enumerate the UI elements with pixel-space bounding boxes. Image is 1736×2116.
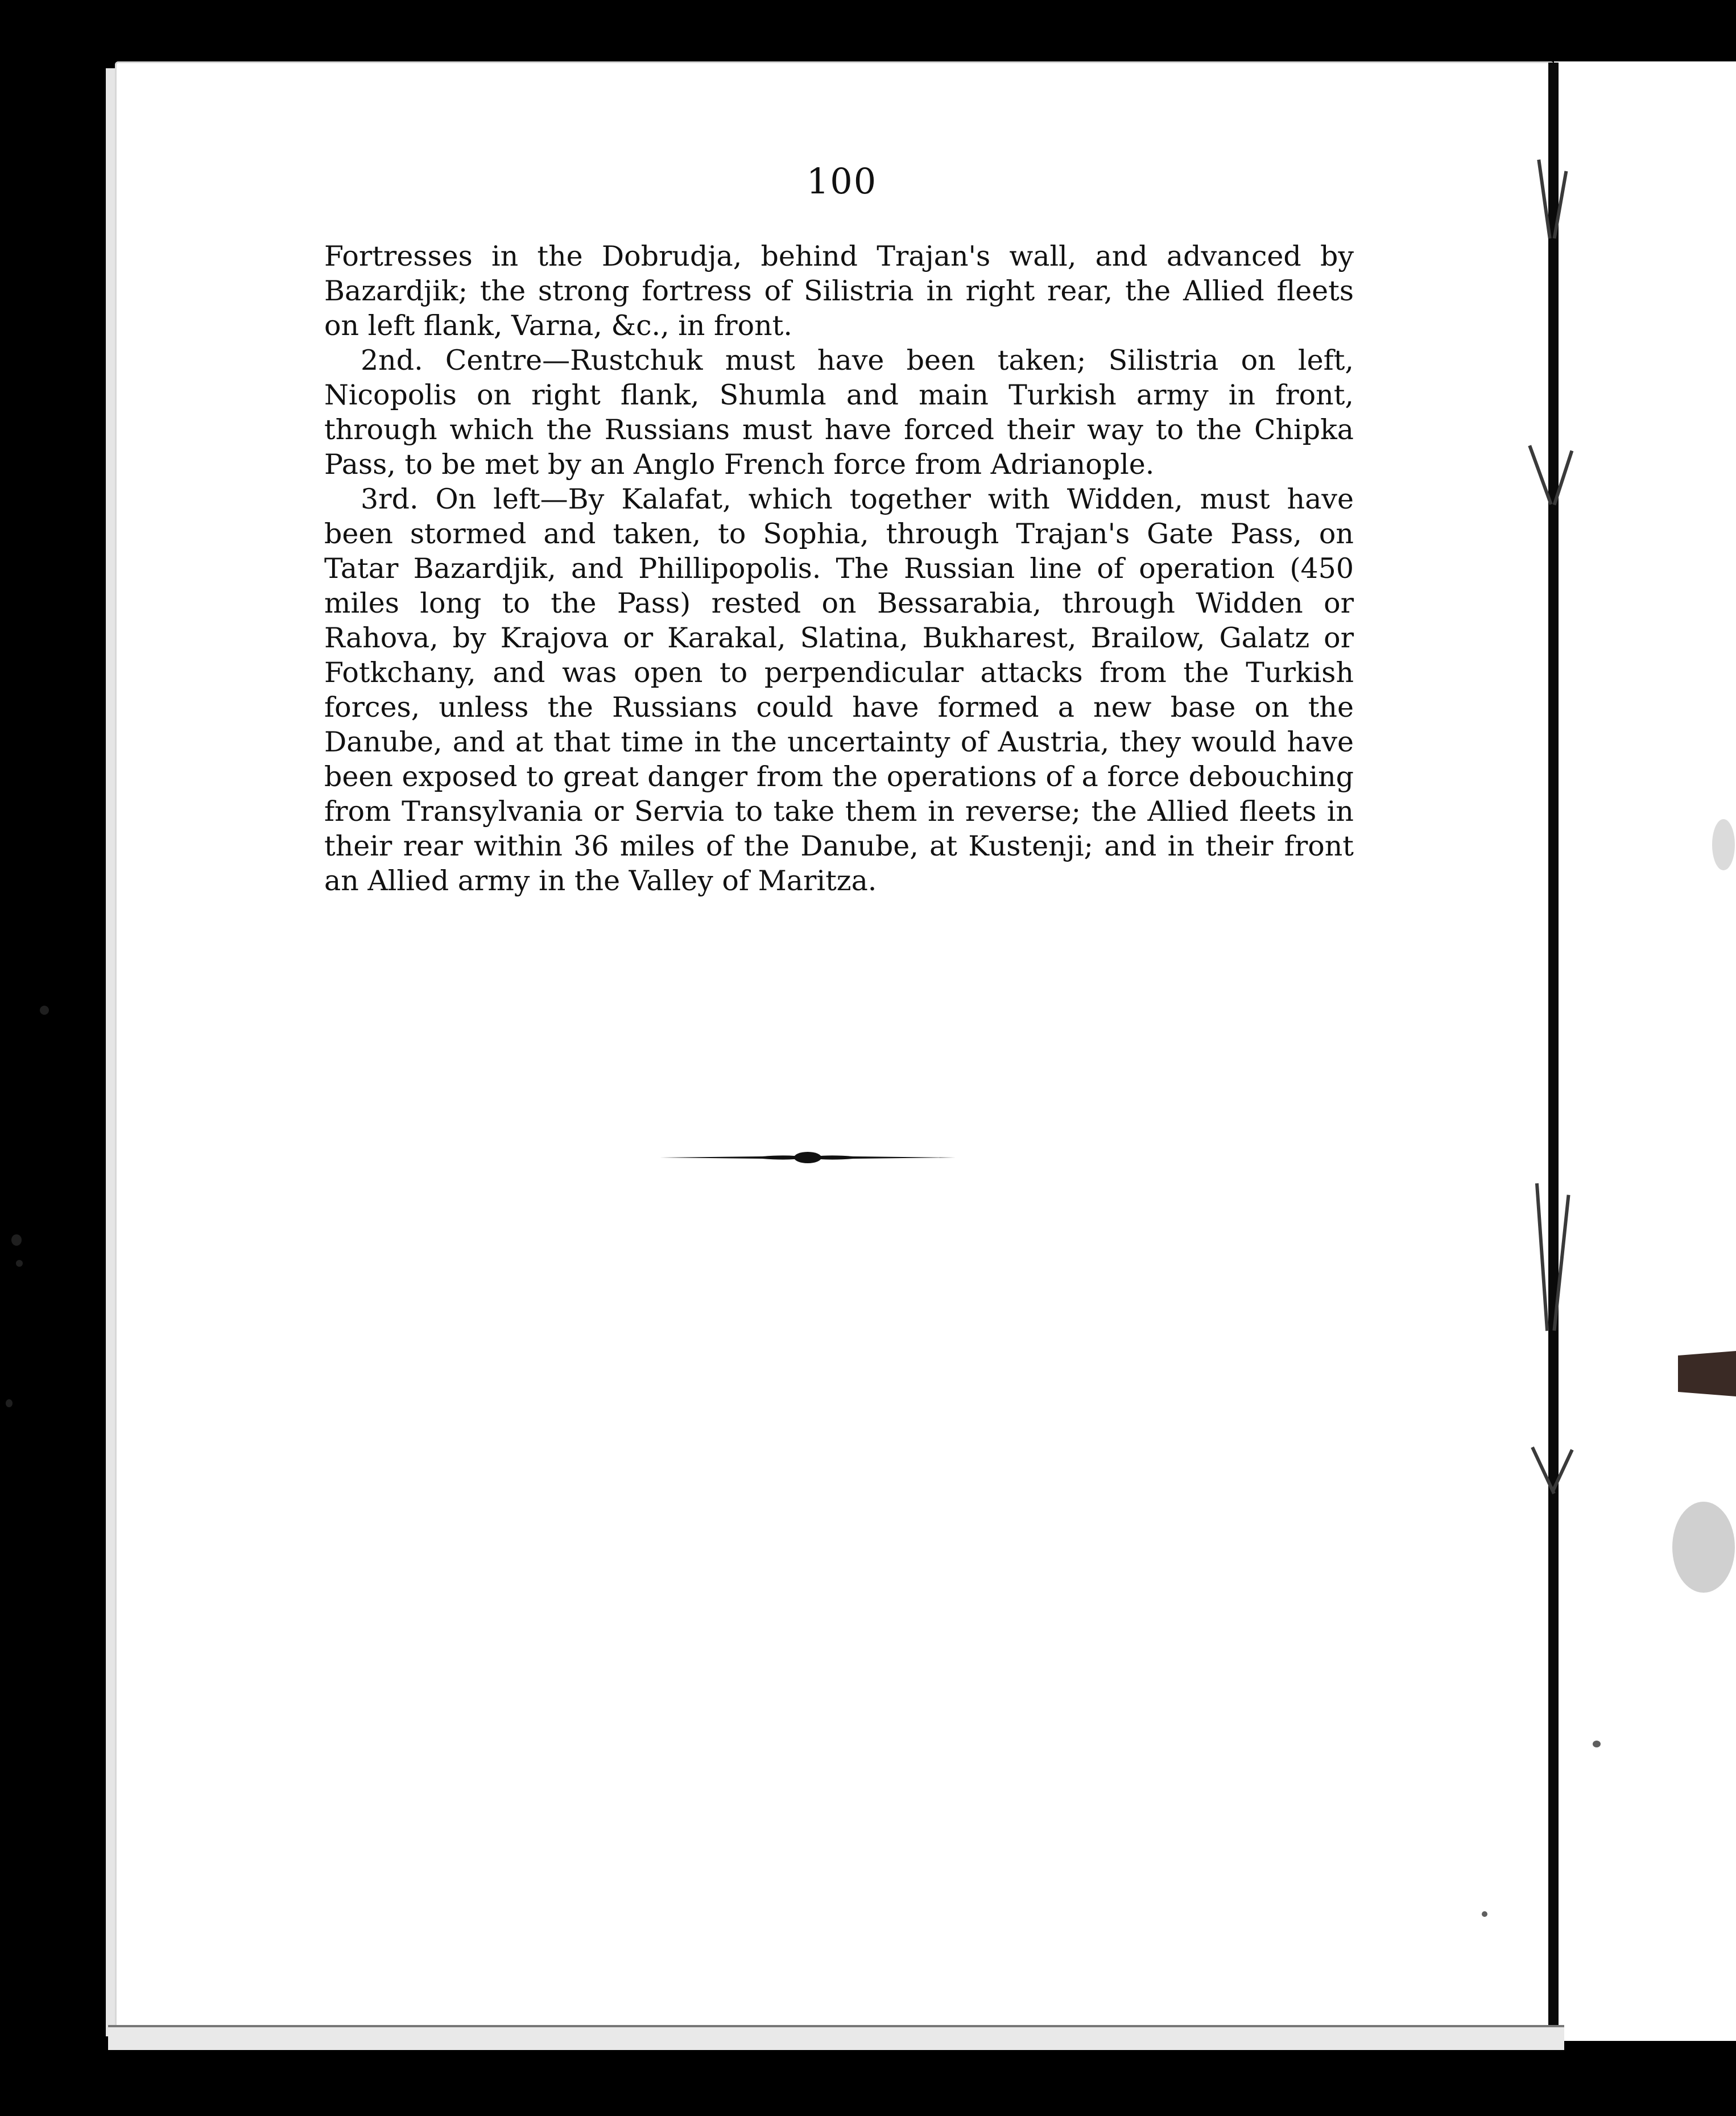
facing-page-edge: [1554, 61, 1736, 2041]
ink-speck: [40, 1006, 49, 1015]
page-number: 100: [806, 160, 878, 202]
book-spine: [1548, 63, 1559, 2041]
body-text: [324, 239, 1354, 898]
ink-speck: [1593, 1741, 1601, 1747]
page-edge-bottom: [108, 2025, 1564, 2050]
ink-speck: [1482, 1911, 1487, 1917]
ink-speck: [6, 1399, 13, 1407]
ink-speck: [16, 1260, 23, 1267]
paragraph: 2nd. Centre—Rustchuk must have been taken; Silistria on left, Nicopolis on right flank, Shumla and main Turkish army in front, through which the Russians must have forced their way to the Chipka Pass, to be met by an Anglo French force from Adrianople.: [324, 344, 1354, 481]
page-clip: [1678, 1351, 1736, 1396]
smudge: [1672, 1502, 1735, 1593]
paragraph: Fortresses in the Dobrudja, behind Trajan's wall, and advanced by Bazardjik; the strong fortress of Silistria in right rear, the Allied fleets on left flank, Varna, &c., in front.: [324, 240, 1354, 342]
paragraph: 3rd. On left—By Kalafat, which together with Widden, must have been stormed and taken, to Sophia, through Trajan's Gate Pass, on Tatar Bazardjik, and Phillipopolis. The Russian line of operation (450 miles long to the Pass) rested on Bessarabia, through Widden or Rahova, by Krajova or Karakal, Slatina, Bukharest, Brailow, Galatz or Fotkchany, and was open to perpendicular attacks from the Turkish forces, unless the Russians could have formed a new base on the Danube, and at that time in the uncertainty of Austria, they would have been exposed to great danger from the operations of a force debouching from Transylvania or Servia to take them in reverse; the Allied fleets in their rear within 36 miles of the Danube, at Kustenji; and in their front an Allied army in the Valley of Maritza.: [324, 483, 1354, 897]
ornamental-divider: [660, 1149, 956, 1166]
smudge: [1712, 819, 1735, 870]
ink-speck: [11, 1234, 22, 1246]
